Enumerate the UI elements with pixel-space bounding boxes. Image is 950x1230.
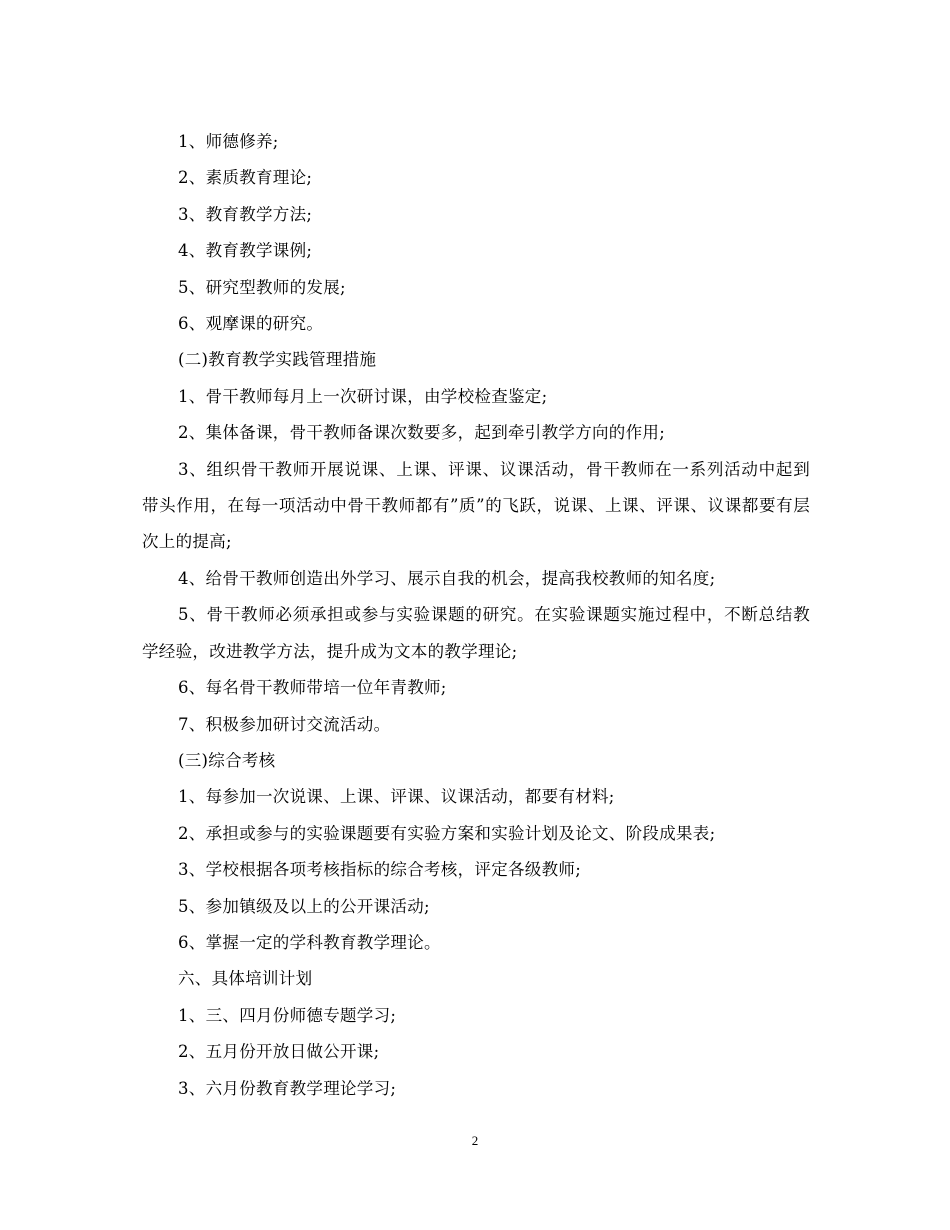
paragraph: 4、教育教学课例; — [178, 241, 313, 261]
section-heading: (三)综合考核 — [178, 750, 276, 770]
paragraph: 6、观摩课的研究。 — [178, 314, 324, 334]
paragraph: 1、三、四月份师德专题学习; — [178, 1005, 397, 1025]
paragraph: 4、给骨干教师创造出外学习、展示自我的机会，提高我校教师的知名度; — [178, 568, 716, 588]
document-body — [142, 124, 810, 1107]
paragraph: 1、师德修养; — [178, 132, 279, 151]
paragraph: 6、每名骨干教师带培一位年青教师; — [178, 678, 447, 698]
paragraph: 5、骨干教师必须承担或参与实验课题的研究。在实验课题实施过程中，不断总结教学经验，改进教学方法，提升成为文本的教学理论; — [142, 605, 810, 661]
paragraph: 1、骨干教师每月上一次研讨课，由学校检查鉴定; — [178, 386, 548, 406]
paragraph: 2、集体备课，骨干教师备课次数要多，起到牵引教学方向的作用; — [178, 423, 666, 443]
paragraph: 5、研究型教师的发展; — [178, 277, 346, 297]
page-number: 2 — [471, 1133, 479, 1148]
paragraph: 7、积极参加研讨交流活动。 — [178, 714, 391, 734]
paragraph: 3、教育教学方法; — [178, 204, 313, 224]
paragraph: 3、组织骨干教师开展说课、上课、评课、议课活动，骨干教师在一系列活动中起到带头作用，在每一项活动中骨干教师都有”质”的飞跃，说课、上课、评课、议课都要有层次上的提高; — [142, 459, 810, 552]
paragraph: 3、六月份教育教学理论学习; — [178, 1078, 397, 1098]
paragraph: 2、承担或参与的实验课题要有实验方案和实验计划及论文、阶段成果表; — [178, 823, 716, 843]
section-heading: 六、具体培训计划 — [178, 969, 313, 989]
paragraph: 2、五月份开放日做公开课; — [178, 1042, 380, 1062]
paragraph: 6、掌握一定的学科教育教学理论。 — [178, 932, 441, 952]
paragraph: 5、参加镇级及以上的公开课活动; — [178, 896, 430, 916]
paragraph: 1、每参加一次说课、上课、评课、议课活动，都要有材料; — [178, 787, 615, 807]
paragraph: 2、素质教育理论; — [178, 168, 313, 188]
section-heading: (二)教育教学实践管理措施 — [178, 350, 377, 370]
paragraph: 3、学校根据各项考核指标的综合考核，评定各级教师; — [178, 860, 582, 880]
